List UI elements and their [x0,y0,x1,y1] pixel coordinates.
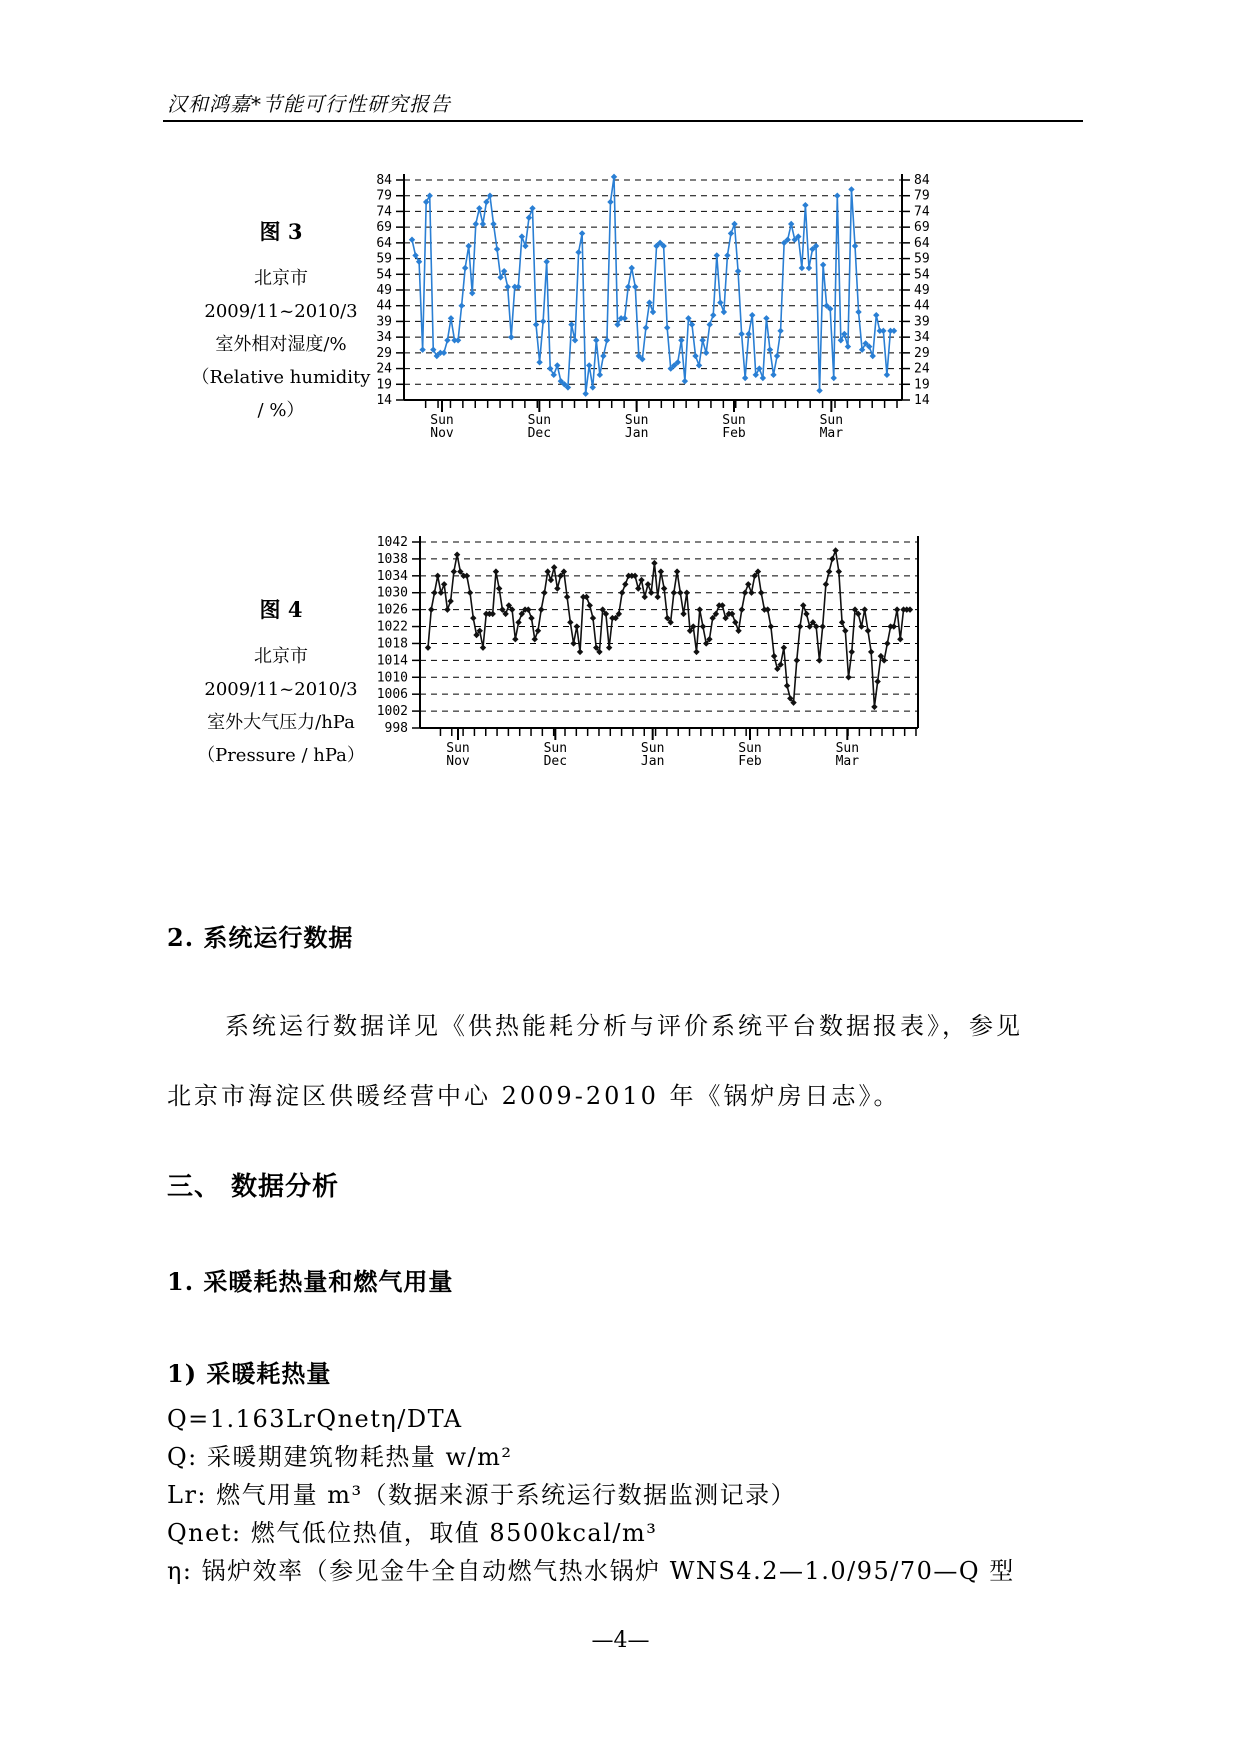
data-point [871,704,877,710]
data-point [689,321,695,327]
data-point [462,265,468,271]
data-point [724,252,730,258]
data-point [423,199,429,205]
data-point [470,615,476,621]
y-tick-label: 49 [376,283,392,298]
y-tick-label-right: 19 [914,377,930,393]
data-point [504,284,510,290]
data-point [735,268,741,274]
y-tick-label-right: 69 [914,220,930,236]
data-point [454,551,460,557]
data-point [732,619,738,625]
data-point [508,334,514,340]
data-point [497,274,503,280]
y-tick-label: 1026 [376,602,408,618]
data-point [597,372,603,378]
x-tick-label-month: Mar [819,426,844,441]
data-point [884,640,890,646]
y-tick-label: 69 [376,220,392,236]
x-tick-label-day: Sun [722,413,746,428]
data-point [464,573,470,579]
data-point [841,331,847,337]
data-point [748,590,754,596]
data-point [646,299,652,305]
data-point [797,623,803,629]
data-point [515,619,521,625]
data-point [487,193,493,199]
data-point [664,325,670,331]
data-point [894,606,900,612]
data-point [852,243,858,249]
data-point [579,230,585,236]
data-point [483,199,489,205]
figure-4-metric: 室外大气压力/hPa [207,712,355,733]
data-point [703,350,709,356]
data-point [541,590,547,596]
data-point [431,590,437,596]
y-tick-label-right: 24 [914,361,930,377]
data-point [529,205,535,211]
y-tick-label-right: 29 [914,345,930,361]
data-point [547,365,553,371]
y-tick-label-right: 79 [914,188,930,204]
y-tick-label: 1006 [376,687,408,703]
data-point [590,615,596,621]
data-point [469,290,475,296]
y-tick-label: 59 [376,251,392,267]
data-point [819,623,825,629]
data-point [412,252,418,258]
data-point [444,606,450,612]
data-point [728,230,734,236]
data-point [767,347,773,353]
figure-3-number: 图 3 [259,219,303,244]
x-tick-label-month: Dec [543,754,568,769]
data-point [551,564,557,570]
data-point [586,362,592,368]
data-point [473,221,479,227]
x-tick-label-month: Mar [835,754,860,769]
data-point [770,372,776,378]
data-point [619,590,625,596]
data-point [409,237,415,243]
y-tick-label: 44 [376,298,392,314]
pressure-chart [376,530,1050,870]
figure-3-city: 北京市 [254,268,308,289]
data-point [897,636,903,642]
section-3-heading: 三、 数据分析 [167,1172,340,1202]
y-tick-label-right: 39 [914,314,930,330]
data-point [684,590,690,596]
data-point [575,249,581,255]
data-point [583,594,589,600]
data-point [489,611,495,617]
data-point [567,619,573,625]
data-point [606,644,612,650]
data-point [444,337,450,343]
data-point [522,243,528,249]
y-tick-label: 1030 [376,585,408,601]
x-tick-label-day: Sun [640,741,665,756]
data-point [654,594,660,600]
data-point [493,568,499,574]
data-point [696,362,702,368]
formula-def-q: Q: 采暖期建筑物耗热量 w/m² [167,1443,513,1471]
data-point [707,321,713,327]
data-point [622,581,628,587]
figure-3-english-1: （Relative humidity [191,367,371,388]
data-point [700,623,706,629]
y-tick-label: 64 [376,235,392,251]
data-point [661,585,667,591]
figure-3-metric: 室外相对湿度/% [215,334,347,355]
x-tick-label-day: Sun [430,413,454,428]
data-point [823,581,829,587]
data-point [699,337,705,343]
humidity-chart [376,168,1050,508]
paragraph-line-2: 北京市海淀区供暖经营中心 2009-2010 年《锅炉房日志》。 [167,1082,901,1110]
data-point [526,215,532,221]
data-point [742,590,748,596]
data-point [435,573,441,579]
data-point [756,365,762,371]
data-point [753,372,759,378]
data-point [880,328,886,334]
x-tick-label-month: Jan [640,754,665,769]
data-point [494,246,500,252]
data-point [884,372,890,378]
data-point [829,556,835,562]
y-tick-label: 34 [376,330,392,346]
data-point [794,657,800,663]
data-point [738,331,744,337]
data-point [735,628,741,634]
figure-4-english: （Pressure / hPa） [197,745,365,766]
data-point [855,309,861,315]
data-point [768,623,774,629]
data-point [438,590,444,596]
y-tick-label-right: 34 [914,330,930,346]
data-point [650,309,656,315]
data-point [745,331,751,337]
data-point [848,186,854,192]
data-point [607,199,613,205]
data-point [671,590,677,596]
x-tick-label-day: Sun [738,741,762,756]
data-point [721,309,727,315]
y-tick-label: 74 [376,204,392,220]
data-point [845,343,851,349]
data-point [427,193,433,199]
data-point [862,606,868,612]
data-point [907,606,913,612]
data-point [800,602,806,608]
data-point [729,611,735,617]
formula-def-eta: η: 锅炉效率（参见金牛全自动燃气热水锅炉 WNS4.2—1.0/95/70—Q 型 [167,1557,1015,1585]
data-point [430,347,436,353]
y-tick-label-right: 74 [914,204,930,220]
data-point [858,623,864,629]
data-point [614,321,620,327]
data-point [771,653,777,659]
data-point [710,312,716,318]
y-tick-label-right: 59 [914,251,930,267]
header-rule [163,120,1083,122]
y-tick-label: 19 [376,377,392,393]
data-point [629,265,635,271]
data-point [554,362,560,368]
y-tick-label: 79 [376,188,392,204]
data-point [543,259,549,265]
data-point [525,606,531,612]
data-point [806,265,812,271]
figure-3-english-2: / %） [257,400,305,421]
data-point [831,375,837,381]
data-point [731,221,737,227]
document-header: 汉和鸿嘉*节能可行性研究报告 [167,92,451,116]
y-tick-label: 84 [376,173,392,188]
data-point [680,611,686,617]
data-point [842,628,848,634]
data-point [536,359,542,365]
y-tick-label-right: 64 [914,235,930,251]
data-point [873,312,879,318]
data-point [651,560,657,566]
data-point [574,623,580,629]
data-point [697,606,703,612]
data-point [845,674,851,680]
data-point [544,568,550,574]
y-tick-label: 39 [376,314,392,330]
data-point [538,606,544,612]
data-point [425,644,431,650]
data-point [820,262,826,268]
data-point [763,315,769,321]
data-point [496,585,502,591]
data-point [621,315,627,321]
page-number: —4— [591,1628,650,1653]
y-tick-label: 24 [376,361,392,377]
data-point [447,598,453,604]
data-point [568,321,574,327]
data-point [719,602,725,608]
data-point [476,205,482,211]
y-tick-label: 1034 [376,568,408,584]
data-point [416,259,422,265]
x-tick-label-day: Sun [819,413,844,428]
y-tick-label: 29 [376,345,392,361]
data-point [742,375,748,381]
data-point [632,284,638,290]
data-point [760,375,766,381]
data-point [512,636,518,642]
y-tick-label: 54 [376,267,392,283]
data-point [590,384,596,390]
data-point [428,606,434,612]
data-point [419,347,425,353]
x-tick-label-month: Feb [738,754,762,769]
y-tick-label: 1022 [376,619,408,635]
y-tick-label: 998 [384,721,408,736]
data-point [849,649,855,655]
data-point [593,337,599,343]
data-point [577,649,583,655]
section-3-1-heading: 1. 采暖耗热量和燃气用量 [167,1267,454,1296]
data-point [832,547,838,553]
formula-block [167,1400,1015,1590]
data-point [519,233,525,239]
data-point [788,221,794,227]
data-point [799,265,805,271]
data-point [625,284,631,290]
x-tick-label-day: Sun [446,741,470,756]
data-point [891,623,897,629]
x-tick-label-month: Dec [527,426,552,441]
data-point [693,649,699,655]
formula-def-qnet: Qnet: 燃气低位热值，取值 8500kcal/m³ [167,1519,658,1547]
data-point [870,353,876,359]
x-tick-label-day: Sun [835,741,860,756]
formula-def-lr: Lr: 燃气用量 m³（数据来源于系统运行数据监测记录） [167,1481,797,1509]
data-point [682,378,688,384]
series-line [428,550,910,706]
data-point [501,268,507,274]
figure-3-period: 2009/11~2010/3 [204,301,358,322]
data-point [441,581,447,587]
data-point [836,568,842,574]
data-point [717,299,723,305]
data-point [677,590,683,596]
data-point [570,640,576,646]
data-point [838,337,844,343]
data-point [891,328,897,334]
y-tick-label: 14 [376,393,392,408]
data-point [868,649,874,655]
data-point [678,337,684,343]
section-3-1-1-heading: 1) 采暖耗热量 [167,1359,332,1388]
data-point [764,606,770,612]
y-tick-label-right: 49 [914,283,930,298]
y-tick-label-right: 54 [914,267,930,283]
data-point [802,202,808,208]
y-tick-label: 1018 [376,636,408,652]
data-point [826,568,832,574]
data-point [635,585,641,591]
section-2-heading: 2. 系统运行数据 [167,923,354,952]
data-point [467,590,473,596]
data-point [532,636,538,642]
data-point [604,337,610,343]
formula-main: Q=1.163LrQnetη/DTA [167,1405,463,1433]
y-tick-label: 1014 [376,653,408,669]
data-point [572,337,578,343]
data-point [692,353,698,359]
data-point [739,606,745,612]
data-point [480,644,486,650]
x-tick-label-month: Nov [430,426,454,441]
y-tick-label: 1038 [376,551,408,567]
y-tick-label-right: 14 [914,393,930,408]
data-point [784,683,790,689]
figure-4-number: 图 4 [259,597,303,622]
data-point [528,615,534,621]
data-point [638,577,644,583]
data-point [632,573,638,579]
data-point [714,252,720,258]
y-tick-label: 1002 [376,704,408,720]
data-point [451,568,457,574]
data-point [745,581,751,587]
data-point [554,585,560,591]
y-tick-label-right: 84 [914,173,930,188]
data-point [587,602,593,608]
data-point [533,321,539,327]
data-point [551,372,557,378]
data-point [466,243,472,249]
data-point [658,568,664,574]
data-point [611,174,617,180]
data-point [535,628,541,634]
series-line [412,177,894,394]
data-point [455,337,461,343]
data-point [774,353,780,359]
data-point [874,678,880,684]
y-tick-label: 1010 [376,670,408,686]
data-point [758,590,764,596]
data-point [749,312,755,318]
x-tick-label-day: Sun [624,413,649,428]
data-point [859,347,865,353]
data-point [777,328,783,334]
data-point [490,221,496,227]
data-point [781,644,787,650]
data-point [803,611,809,617]
x-tick-label-month: Feb [722,426,746,441]
x-tick-label-day: Sun [543,741,568,756]
data-point [448,315,454,321]
paragraph-line-1: 系统运行数据详见《供热能耗分析与评价系统平台数据报表》，参见 [225,1012,1023,1040]
y-tick-label: 1042 [376,535,408,550]
data-point [458,303,464,309]
data-point [816,657,822,663]
data-point [816,387,822,393]
data-point [648,590,654,596]
data-point [540,318,546,324]
data-point [564,594,570,600]
data-point [582,391,588,397]
data-point [480,221,486,227]
data-point [685,315,691,321]
data-point [865,628,871,634]
data-point [674,568,680,574]
data-point [645,581,651,587]
data-point [515,284,521,290]
data-point [441,350,447,356]
data-point [642,594,648,600]
data-point [839,619,845,625]
y-tick-label-right: 44 [914,298,930,314]
data-point [548,577,554,583]
x-tick-label-month: Nov [446,754,470,769]
x-tick-label-day: Sun [527,413,552,428]
data-point [834,193,840,199]
x-tick-label-month: Jan [624,426,649,441]
data-point [643,325,649,331]
figure-4-period: 2009/11~2010/3 [204,679,358,700]
data-point [600,353,606,359]
figure-4-city: 北京市 [254,646,308,667]
